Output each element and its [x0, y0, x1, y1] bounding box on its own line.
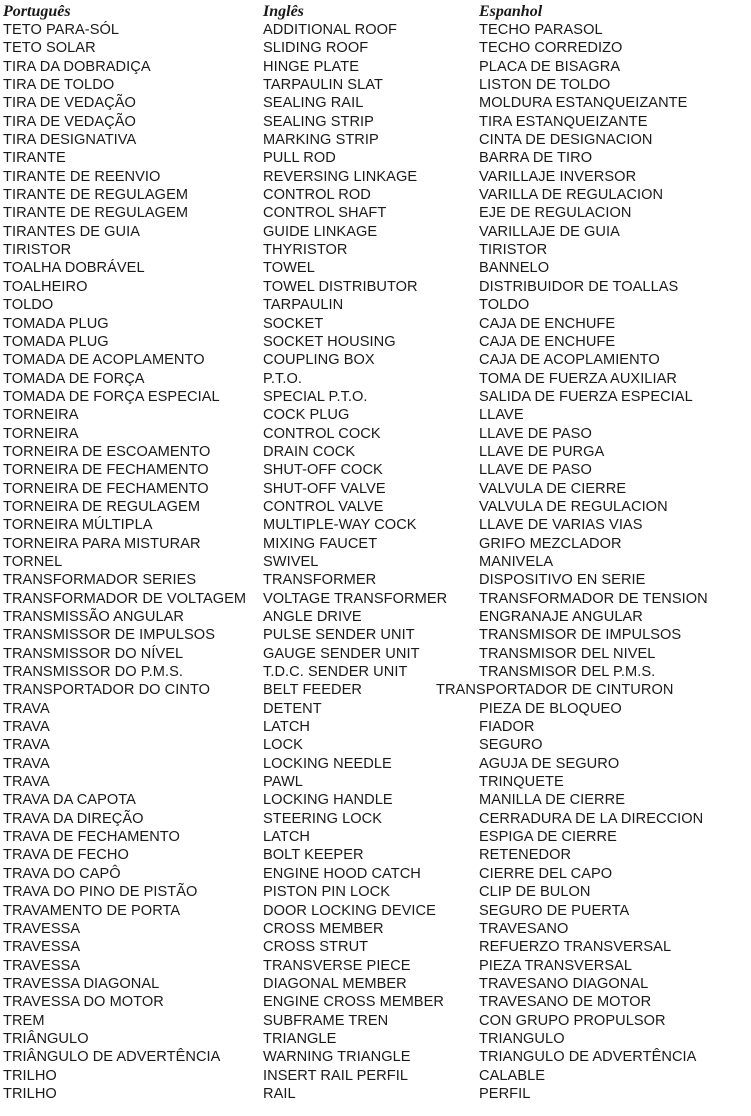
cell-spanish: PIEZA DE BLOQUEO: [479, 700, 622, 717]
cell-english: SLIDING ROOF: [263, 40, 369, 57]
cell-english: CROSS MEMBER: [263, 920, 384, 937]
cell-english: ENGINE CROSS MEMBER: [263, 994, 444, 1011]
cell-english: HINGE PLATE: [263, 58, 359, 75]
cell-spanish: LLAVE: [479, 407, 524, 424]
cell-spanish: PLACA DE BISAGRA: [479, 58, 621, 75]
cell-portuguese: TRAVESSA DIAGONAL: [3, 975, 160, 992]
cell-portuguese: TIRA DE VEDAÇÃO: [3, 113, 136, 130]
glossary-rows: [0, 21, 751, 1103]
cell-portuguese: TRANSPORTADOR DO CINTO: [3, 682, 211, 699]
cell-english: ANGLE DRIVE: [263, 609, 362, 625]
table-row: [0, 571, 751, 589]
table-row: [0, 131, 751, 149]
table-row: [0, 241, 751, 259]
table-row: [0, 590, 751, 608]
cell-portuguese: TIRANTES DE GUIA: [3, 223, 141, 240]
cell-english: DOOR LOCKING DEVICE: [263, 902, 436, 919]
cell-spanish: FIADOR: [479, 719, 535, 736]
cell-portuguese: TIRANTE: [3, 150, 66, 167]
cell-spanish: TRAVESANO: [479, 920, 569, 937]
cell-spanish: TRAVESANO DE MOTOR: [479, 994, 652, 1011]
cell-portuguese: TIRISTOR: [3, 242, 72, 259]
table-row: [0, 626, 751, 644]
cell-english: DRAIN COCK: [263, 443, 356, 460]
column-header-row: [0, 1, 751, 23]
cell-spanish: TECHO CORREDIZO: [479, 40, 623, 57]
cell-english: TRANSFORMER: [263, 572, 377, 589]
cell-portuguese: TRILHO: [3, 1067, 57, 1084]
table-row: [0, 278, 751, 296]
cell-english: TRANSVERSE PIECE: [263, 957, 411, 974]
cell-spanish: AGUJA DE SEGURO: [479, 755, 620, 772]
cell-spanish: BARRA DE TIRO: [479, 150, 593, 167]
cell-spanish: VALVULA DE REGULACION: [479, 498, 668, 515]
table-row: [0, 828, 751, 846]
cell-spanish: PERFIL: [479, 1085, 531, 1102]
cell-english: GAUGE SENDER UNIT: [263, 645, 420, 662]
table-row: [0, 1067, 751, 1085]
table-row: [0, 718, 751, 736]
table-row: [0, 370, 751, 388]
cell-portuguese: TOALHEIRO: [3, 278, 88, 295]
cell-portuguese: TRANSFORMADOR SERIES: [3, 572, 197, 589]
table-row: [0, 681, 751, 699]
cell-spanish: VALVULA DE CIERRE: [479, 480, 627, 497]
cell-english: ENGINE HOOD CATCH: [263, 865, 421, 882]
cell-spanish: TRANSFORMADOR DE TENSION: [479, 590, 708, 607]
table-row: [0, 1012, 751, 1030]
cell-spanish: VARILLAJE DE GUIA: [479, 223, 620, 240]
cell-english: WARNING TRIANGLE: [263, 1049, 411, 1066]
cell-spanish: ENGRANAJE ANGULAR: [479, 609, 643, 625]
cell-spanish: CAJA DE ENCHUFE: [479, 315, 616, 332]
cell-spanish: LLAVE DE VARIAS VIAS: [479, 517, 643, 534]
cell-spanish: TIRISTOR: [479, 242, 548, 259]
table-row: [0, 39, 751, 57]
cell-spanish: TOMA DE FUERZA AUXILIAR: [479, 370, 677, 387]
table-row: [0, 204, 751, 222]
cell-spanish: MANILLA DE CIERRE: [479, 792, 626, 809]
cell-spanish: PIEZA TRANSVERSAL: [479, 957, 633, 974]
cell-spanish: RETENEDOR: [479, 847, 572, 864]
cell-spanish: DISPOSITIVO EN SERIE: [479, 572, 646, 589]
cell-english: SUBFRAME TREN: [263, 1012, 389, 1029]
cell-english: CONTROL VALVE: [263, 498, 384, 515]
cell-english: SOCKET: [263, 315, 324, 332]
table-row: [0, 736, 751, 754]
cell-portuguese: TOLDO: [3, 297, 54, 314]
cell-portuguese: TIRA DE TOLDO: [3, 77, 115, 94]
cell-portuguese: TORNEIRA DE REGULAGEM: [3, 498, 201, 515]
table-row: [0, 1048, 751, 1066]
table-row: [0, 516, 751, 534]
cell-portuguese: TRAVA DE FECHAMENTO: [3, 829, 180, 846]
cell-portuguese: TORNEIRA PARA MISTURAR: [3, 535, 201, 552]
table-row: [0, 21, 751, 39]
cell-english: MULTIPLE-WAY COCK: [263, 517, 417, 534]
cell-portuguese: TRAVA DA DIREÇÃO: [3, 810, 144, 827]
cell-spanish: CALABLE: [479, 1067, 546, 1084]
table-row: [0, 296, 751, 314]
table-row: [0, 846, 751, 864]
table-row: [0, 1085, 751, 1103]
cell-portuguese: TRANSMISSOR DO NÍVEL: [3, 645, 184, 662]
cell-spanish: LLAVE DE PASO: [479, 462, 592, 479]
cell-spanish: CAJA DE ENCHUFE: [479, 333, 616, 350]
cell-portuguese: TORNEIRA: [3, 425, 79, 442]
header-portuguese: Português: [3, 3, 71, 20]
cell-english: PISTON PIN LOCK: [263, 884, 390, 901]
cell-english: CONTROL ROD: [263, 187, 371, 204]
cell-portuguese: TRAVA DA CAPOTA: [3, 792, 136, 809]
cell-spanish: EJE DE REGULACION: [479, 205, 632, 222]
table-row: [0, 443, 751, 461]
cell-english: T.D.C. SENDER UNIT: [263, 664, 408, 681]
cell-spanish: TRANSMISOR DEL P.M.S.: [479, 664, 656, 681]
table-row: [0, 553, 751, 571]
table-row: [0, 259, 751, 277]
cell-spanish: VARILLA DE REGULACION: [479, 187, 664, 204]
cell-portuguese: TREM: [3, 1012, 45, 1029]
cell-portuguese: TRANSFORMADOR DE VOLTAGEM: [3, 590, 247, 607]
cell-english: TOWEL DISTRIBUTOR: [263, 278, 418, 295]
cell-portuguese: TRIÂNGULO DE ADVERTÊNCIA: [3, 1049, 221, 1066]
table-row: [0, 113, 751, 131]
cell-spanish: CERRADURA DE LA DIRECCION: [479, 810, 704, 827]
cell-english: LOCKING NEEDLE: [263, 755, 392, 772]
cell-english: SEALING RAIL: [263, 95, 364, 112]
table-row: [0, 58, 751, 76]
table-row: [0, 406, 751, 424]
table-row: [0, 938, 751, 956]
cell-portuguese: TRAVA: [3, 719, 50, 736]
cell-portuguese: TRAVESSA DO MOTOR: [3, 994, 164, 1011]
table-row: [0, 920, 751, 938]
header-english: Inglês: [263, 3, 304, 20]
table-row: [0, 1030, 751, 1048]
cell-english: BOLT KEEPER: [263, 847, 364, 864]
cell-english: COUPLING BOX: [263, 352, 375, 369]
cell-english: TARPAULIN SLAT: [263, 77, 383, 94]
cell-portuguese: TOMADA PLUG: [3, 315, 109, 332]
table-row: [0, 993, 751, 1011]
cell-english: P.T.O.: [263, 370, 302, 387]
cell-portuguese: TRANSMISSOR DO P.M.S.: [3, 664, 183, 681]
cell-portuguese: TRIÂNGULO: [3, 1030, 89, 1047]
cell-spanish: CAJA DE ACOPLAMIENTO: [479, 352, 660, 369]
table-row: [0, 223, 751, 241]
cell-spanish: SEGURO DE PUERTA: [479, 902, 630, 919]
cell-english: TRIANGLE: [263, 1030, 337, 1047]
cell-english: MIXING FAUCET: [263, 535, 378, 552]
table-row: [0, 608, 751, 626]
table-row: [0, 425, 751, 443]
cell-portuguese: TRANSMISSÃO ANGULAR: [3, 609, 184, 625]
cell-spanish: TRAVESANO DIAGONAL: [479, 975, 649, 992]
table-row: [0, 773, 751, 791]
cell-spanish: TRANSMISOR DE IMPULSOS: [479, 627, 682, 644]
cell-english: CONTROL COCK: [263, 425, 381, 442]
cell-english: TARPAULIN: [263, 297, 344, 314]
cell-english: VOLTAGE TRANSFORMER: [263, 590, 448, 607]
cell-english: PULSE SENDER UNIT: [263, 627, 415, 644]
cell-spanish: DISTRIBUIDOR DE TOALLAS: [479, 278, 679, 295]
table-row: [0, 333, 751, 351]
table-row: [0, 810, 751, 828]
cell-spanish: GRIFO MEZCLADOR: [479, 535, 622, 552]
cell-spanish: TECHO PARASOL: [479, 22, 603, 38]
cell-spanish: REFUERZO TRANSVERSAL: [479, 939, 672, 956]
cell-portuguese: TETO PARA-SÓL: [3, 22, 120, 38]
table-row: [0, 755, 751, 773]
table-row: [0, 149, 751, 167]
table-row: [0, 645, 751, 663]
table-row: [0, 535, 751, 553]
cell-english: STEERING LOCK: [263, 810, 383, 827]
cell-spanish: CON GRUPO PROPULSOR: [479, 1012, 666, 1029]
cell-portuguese: TOMADA DE FORÇA ESPECIAL: [3, 388, 220, 405]
table-row: [0, 957, 751, 975]
cell-english: SWIVEL: [263, 553, 319, 570]
table-row: [0, 791, 751, 809]
cell-english: REVERSING LINKAGE: [263, 168, 418, 185]
cell-spanish: TRANSPORTADOR DE CINTURON: [436, 682, 674, 699]
cell-english: PAWL: [263, 774, 303, 791]
cell-english: SEALING STRIP: [263, 113, 374, 130]
cell-english: ADDITIONAL ROOF: [263, 22, 397, 38]
cell-portuguese: TRAVAMENTO DE PORTA: [3, 902, 181, 919]
cell-portuguese: TIRANTE DE REGULAGEM: [3, 205, 189, 222]
cell-portuguese: TOMADA PLUG: [3, 333, 109, 350]
cell-portuguese: TIRANTE DE REGULAGEM: [3, 187, 189, 204]
cell-portuguese: TOMADA DE FORÇA: [3, 370, 145, 387]
cell-english: LOCK: [263, 737, 303, 754]
cell-portuguese: TIRA DE VEDAÇÃO: [3, 95, 136, 112]
table-row: [0, 883, 751, 901]
cell-spanish: ESPIGA DE CIERRE: [479, 829, 617, 846]
table-row: [0, 902, 751, 920]
cell-english: LATCH: [263, 829, 311, 846]
cell-portuguese: TRAVA: [3, 774, 50, 791]
cell-portuguese: TRILHO: [3, 1085, 57, 1102]
table-row: [0, 94, 751, 112]
cell-spanish: LLAVE DE PURGA: [479, 443, 605, 460]
cell-portuguese: TIRANTE DE REENVIO: [3, 168, 161, 185]
table-row: [0, 865, 751, 883]
cell-portuguese: TRAVA: [3, 700, 50, 717]
cell-spanish: CIERRE DEL CAPO: [479, 865, 613, 882]
cell-english: DIAGONAL MEMBER: [263, 975, 407, 992]
cell-spanish: TRIANGULO: [479, 1030, 565, 1047]
cell-english: SPECIAL P.T.O.: [263, 388, 368, 405]
cell-english: SHUT-OFF COCK: [263, 462, 383, 479]
cell-english: COCK PLUG: [263, 407, 350, 424]
cell-portuguese: TRAVA: [3, 755, 50, 772]
cell-spanish: VARILLAJE INVERSOR: [479, 168, 637, 185]
cell-english: RAIL: [263, 1085, 296, 1102]
cell-portuguese: TRANSMISSOR DE IMPULSOS: [3, 627, 215, 644]
cell-spanish: CINTA DE DESIGNACION: [479, 132, 653, 149]
table-row: [0, 186, 751, 204]
cell-portuguese: TRAVESSA: [3, 939, 81, 956]
cell-portuguese: TIRA DESIGNATIVA: [3, 132, 137, 149]
cell-portuguese: TETO SOLAR: [3, 40, 96, 57]
table-row: [0, 663, 751, 681]
cell-spanish: TIRA ESTANQUEIZANTE: [479, 113, 648, 130]
cell-portuguese: TRAVA DO CAPÔ: [3, 865, 121, 882]
cell-spanish: TRANSMISOR DEL NIVEL: [479, 645, 656, 662]
cell-spanish: TOLDO: [479, 297, 530, 314]
cell-english: CROSS STRUT: [263, 939, 369, 956]
cell-portuguese: TRAVA DO PINO DE PISTÃO: [3, 884, 198, 901]
cell-spanish: MOLDURA ESTANQUEIZANTE: [479, 95, 688, 112]
cell-portuguese: TRAVESSA: [3, 957, 81, 974]
cell-english: TOWEL: [263, 260, 315, 277]
cell-english: INSERT RAIL PERFIL: [263, 1067, 408, 1084]
cell-portuguese: TORNEIRA MÚLTIPLA: [3, 517, 153, 534]
cell-portuguese: TOALHA DOBRÁVEL: [3, 260, 145, 277]
cell-english: DETENT: [263, 700, 322, 717]
table-row: [0, 480, 751, 498]
cell-english: MARKING STRIP: [263, 132, 379, 149]
cell-english: LOCKING HANDLE: [263, 792, 393, 809]
cell-spanish: TRINQUETE: [479, 774, 564, 791]
cell-portuguese: TORNEL: [3, 553, 63, 570]
cell-spanish: LISTON DE TOLDO: [479, 77, 611, 94]
table-row: [0, 975, 751, 993]
cell-spanish: BANNELO: [479, 260, 550, 277]
cell-spanish: SEGURO: [479, 737, 543, 754]
table-row: [0, 168, 751, 186]
cell-portuguese: TORNEIRA DE ESCOAMENTO: [3, 443, 211, 460]
cell-english: BELT FEEDER: [263, 682, 362, 699]
cell-english: GUIDE LINKAGE: [263, 223, 378, 240]
cell-spanish: TRIANGULO DE ADVERTÊNCIA: [479, 1049, 697, 1066]
table-row: [0, 388, 751, 406]
table-row: [0, 461, 751, 479]
cell-english: THYRISTOR: [263, 242, 348, 259]
cell-portuguese: TORNEIRA: [3, 407, 79, 424]
table-row: [0, 700, 751, 718]
cell-portuguese: TOMADA DE ACOPLAMENTO: [3, 352, 205, 369]
cell-english: LATCH: [263, 719, 311, 736]
cell-portuguese: TIRA DA DOBRADIÇA: [3, 58, 151, 75]
cell-spanish: CLIP DE BULON: [479, 884, 591, 901]
cell-portuguese: TORNEIRA DE FECHAMENTO: [3, 480, 209, 497]
cell-spanish: LLAVE DE PASO: [479, 425, 592, 442]
cell-english: SOCKET HOUSING: [263, 333, 396, 350]
cell-english: PULL ROD: [263, 150, 336, 167]
table-row: [0, 351, 751, 369]
cell-english: SHUT-OFF VALVE: [263, 480, 386, 497]
cell-portuguese: TRAVESSA: [3, 920, 81, 937]
cell-portuguese: TRAVA: [3, 737, 50, 754]
header-spanish: Espanhol: [479, 3, 543, 20]
table-row: [0, 498, 751, 516]
cell-spanish: MANIVELA: [479, 553, 554, 570]
cell-spanish: SALIDA DE FUERZA ESPECIAL: [479, 388, 693, 405]
cell-portuguese: TORNEIRA DE FECHAMENTO: [3, 462, 209, 479]
cell-english: CONTROL SHAFT: [263, 205, 387, 222]
table-row: [0, 76, 751, 94]
cell-portuguese: TRAVA DE FECHO: [3, 847, 129, 864]
table-row: [0, 315, 751, 333]
